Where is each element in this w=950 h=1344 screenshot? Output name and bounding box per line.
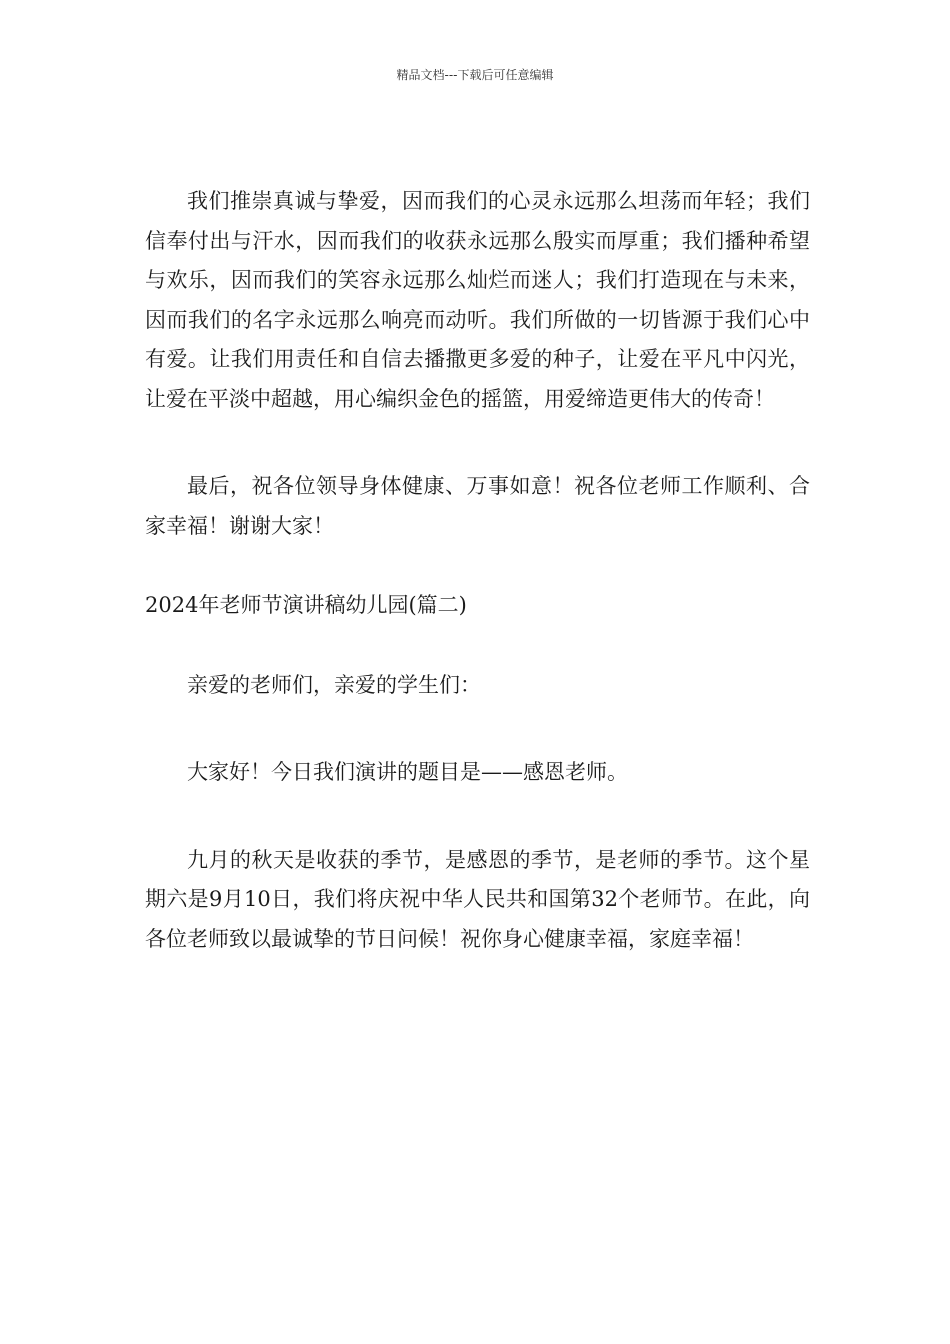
- paragraph-love-and-legend: 我们推崇真诚与挚爱，因而我们的心灵永远那么坦荡而年轻；我们信奉付出与汗水，因而我们的收获永远那么殷实而厚重；我们播种希望与欢乐，因而我们的笑容永远那么灿烂而迷人；我们打造现在与未来，因而我们的名字永远那么响亮而动听。我们所做的一切皆源于我们心中有爱。让我们用责任和自信去播撒更多爱的种子，让爱在平凡中闪光，让爱在平淡中超越，用心编织金色的摇篮，用爱缔造更伟大的传奇！: [145, 189, 810, 411]
- section-heading: 2024年老师节演讲稿幼儿园(篇二): [145, 593, 467, 617]
- paragraph-spacer: [145, 546, 810, 586]
- paragraph-closing-wishes: 最后，祝各位领导身体健康、万事如意！祝各位老师工作顺利、合家幸福！谢谢大家！: [145, 474, 810, 538]
- paragraph-spacer: [145, 705, 810, 753]
- paragraph-spacer: [145, 626, 810, 666]
- paragraph-spacer: [145, 419, 810, 467]
- paragraph-september-teachers-day: 九月的秋天是收获的季节，是感恩的季节，是老师的季节。这个星期六是9月10日，我们将庆祝中华人民共和国第32个老师节。在此，向各位老师致以最诚挚的节日问候！祝你身心健康幸福，家庭幸福！: [145, 847, 810, 951]
- page-header: 精品文档---下载后可任意编辑: [396, 68, 554, 82]
- paragraph-spacer: [145, 793, 810, 841]
- document-body: [145, 182, 810, 959]
- paragraph-salutation: 亲爱的老师们，亲爱的学生们：: [187, 672, 481, 697]
- paragraph-greeting: 大家好！今日我们演讲的题目是——感恩老师。: [187, 760, 628, 784]
